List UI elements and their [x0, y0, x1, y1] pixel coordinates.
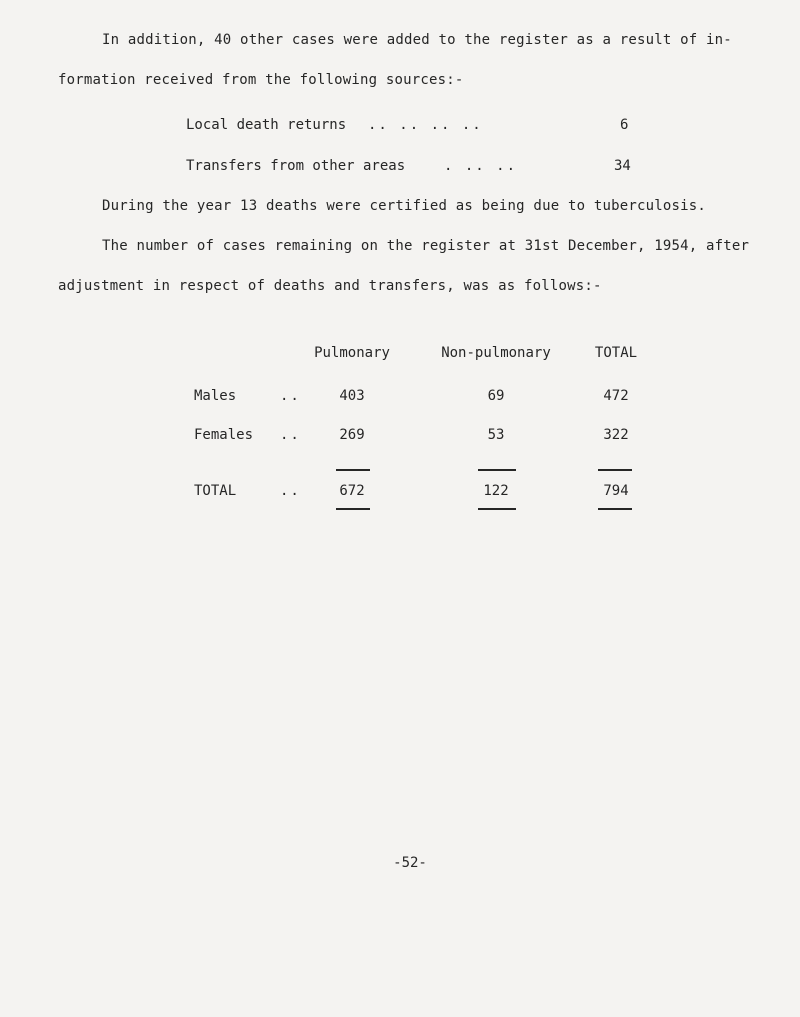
- source-label: Transfers from other areas: [186, 158, 406, 174]
- paragraph-3-line-2: adjustment in respect of deaths and transfers, was as follows:-: [58, 278, 602, 294]
- cell-total: 794: [603, 483, 629, 499]
- paragraph-1-line-1: In addition, 40 other cases were added to the register as a result of in-: [102, 32, 732, 48]
- row-label: Males: [194, 388, 237, 404]
- rule-above-total-total: [598, 469, 632, 471]
- rule-below-total-total: [598, 508, 632, 510]
- leader-dots: . .. ..: [444, 158, 518, 174]
- paragraph-1-line-2: formation received from the following sources:-: [58, 72, 464, 88]
- header-total: TOTAL: [594, 345, 638, 361]
- source-label: Local death returns: [186, 117, 347, 133]
- cell-pulmonary: 269: [339, 427, 365, 443]
- source-value: 6: [620, 117, 629, 133]
- cell-non-pulmonary: 122: [483, 483, 509, 499]
- source-value: 34: [614, 158, 631, 174]
- cell-total: 472: [603, 388, 629, 404]
- row-label: TOTAL: [194, 483, 237, 499]
- paragraph-3-line-1: The number of cases remaining on the register at 31st December, 1954, after: [102, 238, 750, 254]
- rule-above-total-pulmonary: [336, 469, 370, 471]
- row-label: Females: [194, 427, 254, 443]
- cell-non-pulmonary: 69: [487, 388, 505, 404]
- page-number: -52-: [393, 855, 427, 871]
- cell-pulmonary: 672: [339, 483, 365, 499]
- cell-non-pulmonary: 53: [487, 427, 505, 443]
- paragraph-2: During the year 13 deaths were certified as being due to tuberculosis.: [102, 198, 707, 214]
- rule-below-total-non-pulmonary: [478, 508, 516, 510]
- leader-dots: .. .. .. ..: [368, 117, 483, 133]
- header-non-pulmonary: Non-pulmonary: [441, 345, 551, 361]
- leader-dots: ..: [280, 427, 301, 443]
- rule-below-total-pulmonary: [336, 508, 370, 510]
- cell-total: 322: [603, 427, 629, 443]
- cell-pulmonary: 403: [339, 388, 365, 404]
- rule-above-total-non-pulmonary: [478, 469, 516, 471]
- header-pulmonary: Pulmonary: [314, 345, 390, 361]
- leader-dots: ..: [280, 388, 301, 404]
- leader-dots: ..: [280, 483, 301, 499]
